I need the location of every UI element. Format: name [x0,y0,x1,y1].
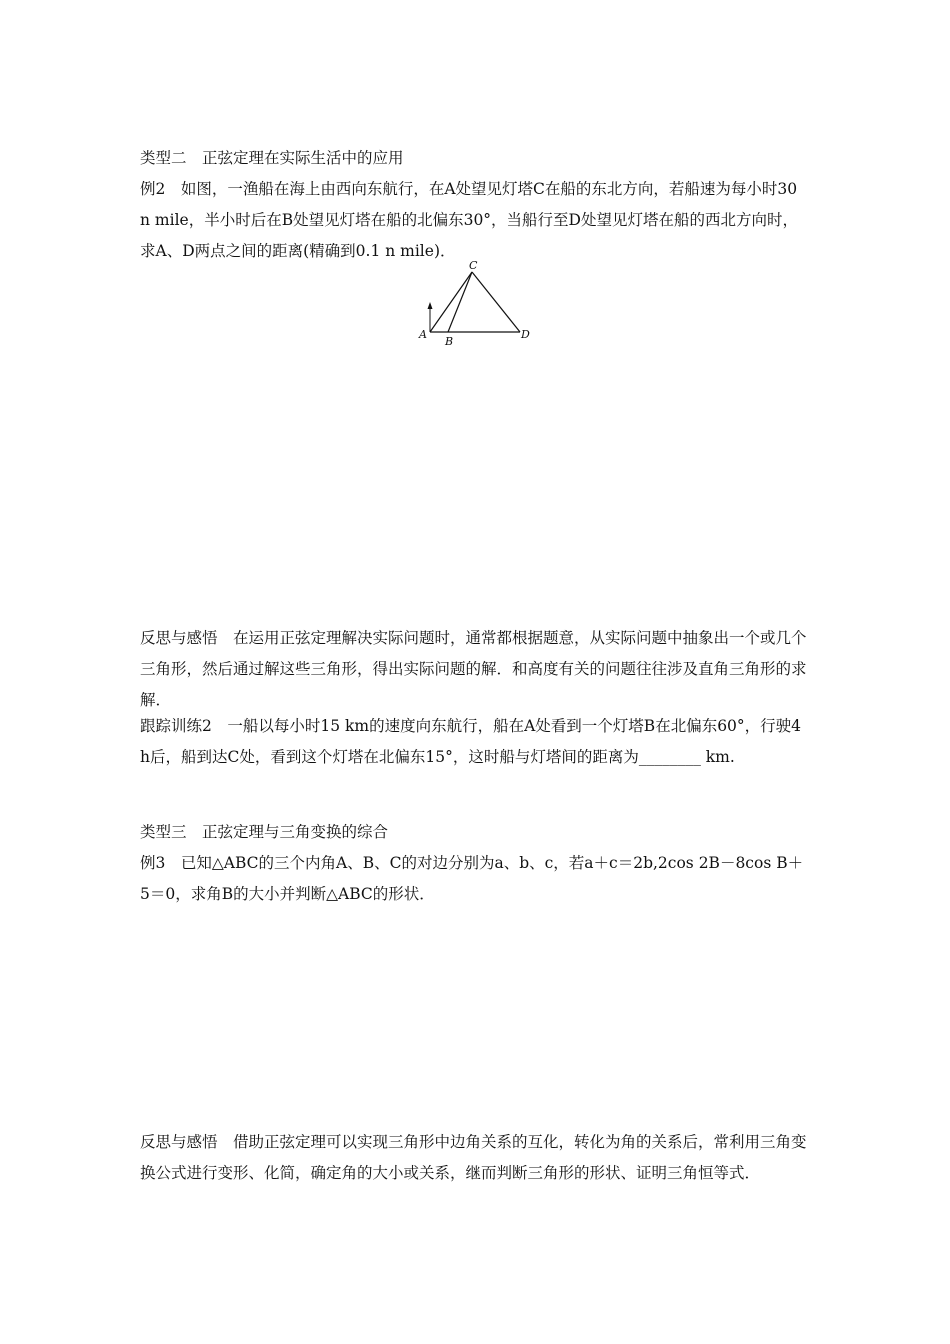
reflection3-text: 反思与感悟 借助正弦定理可以实现三角形中边角关系的互化，转化为角的关系后，常利用三角变换公式进行变形、化简，确定角的大小或关系，继而判断三角形的形状、证明三角恒等式． [140,1133,807,1182]
north-arrow-head [428,302,433,309]
label-C: C [469,259,478,272]
practice2-text: 跟踪训练2 一船以每小时15 km的速度向东航行，船在A处看到一个灯塔B在北偏东60°，行驶4 h后，船到达C处，看到这个灯塔在北偏东15°，这时船与灯塔间的距离为________ km. [140,717,802,766]
triangle-figure [414,258,538,348]
label-A: A [419,328,427,341]
section3-heading: 类型三 正弦定理与三角变换的综合 [140,823,389,841]
line-DC [472,272,520,332]
reflection2-text: 反思与感悟 在运用正弦定理解决实际问题时，通常都根据题意，从实际问题中抽象出一个或几个三角形，然后通过解这些三角形，得出实际问题的解．和高度有关的问题往往涉及直角三角形的求解． [140,629,807,709]
example3-text: 例3 已知△ABC的三个内角A、B、C的对边分别为a、b、c，若a＋c＝2b,2cos 2B－8cos B＋5＝0，求角B的大小并判断△ABC的形状． [140,854,804,903]
label-D: D [521,328,530,341]
section2-heading: 类型二 正弦定理在实际生活中的应用 [140,149,404,167]
label-B: B [445,335,454,348]
example2-text: 例2 如图，一渔船在海上由西向东航行，在A处望见灯塔C在船的东北方向，若船速为每小时30 n mile，半小时后在B处望见灯塔在船的北偏东30°，当船行至D处望见灯塔在船的西北方向时，求A、D两点之间的距离(精确到0.1 n mile)． [140,180,798,260]
